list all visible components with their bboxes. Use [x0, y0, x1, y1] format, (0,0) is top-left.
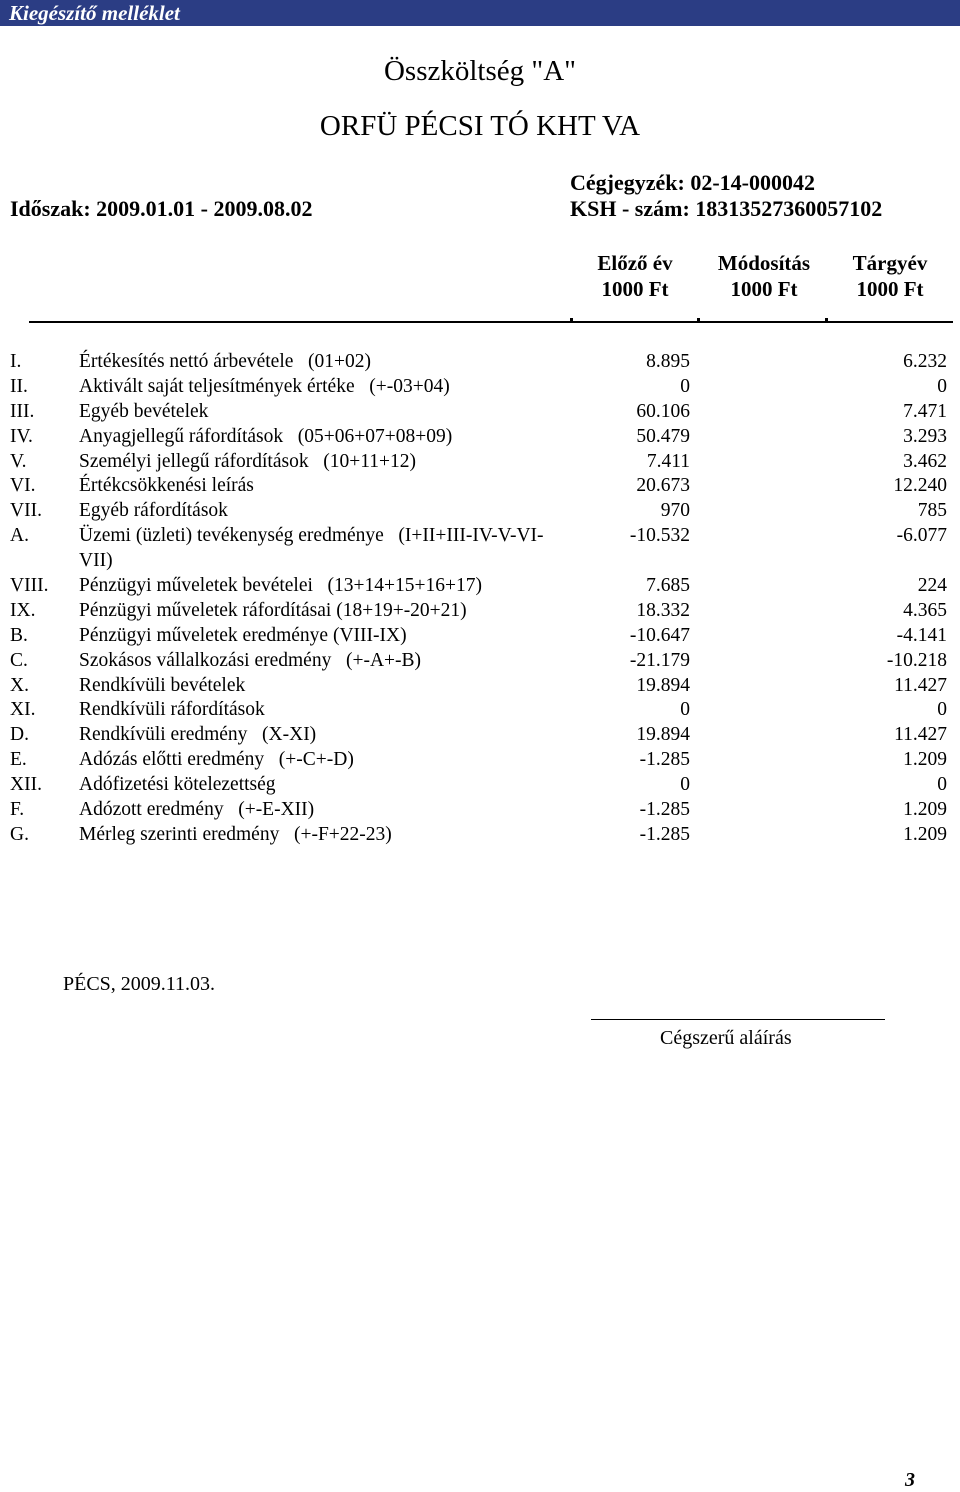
previous-year-value: -21.179: [629, 649, 690, 671]
row-label: Adózás előtti eredmény (+-C+-D): [79, 749, 354, 771]
company-registration: Cégjegyzék: 02-14-000042: [570, 170, 815, 195]
previous-year-value: 19.894: [636, 674, 690, 696]
row-label: Aktivált saját teljesítmények értéke (+-03+04): [79, 375, 450, 397]
table-row: [0, 624, 960, 649]
table-row: [0, 599, 960, 624]
table-row: [0, 748, 960, 773]
previous-year-value: 50.479: [636, 425, 690, 447]
table-row: [0, 574, 960, 599]
current-year-value: 11.427: [894, 724, 947, 746]
current-year-value: 1.209: [903, 799, 947, 821]
row-label: Értékcsökkenési leírás: [79, 475, 254, 497]
row-label: Személyi jellegű ráfordítások (10+11+12): [79, 450, 416, 472]
row-number: F.: [10, 799, 25, 821]
table-row: [0, 723, 960, 748]
row-label: Rendkívüli bevételek: [79, 674, 246, 696]
table-row: [0, 425, 960, 450]
row-label: Pénzügyi műveletek bevételei (13+14+15+16+17): [79, 575, 483, 597]
current-year-value: -10.218: [886, 649, 947, 671]
column-header-title: Előző év: [597, 251, 673, 275]
banner-title: Kiegészítő melléklet: [9, 1, 180, 25]
report-title: Összköltség "A": [383, 55, 577, 87]
current-year-value: 0: [937, 375, 947, 397]
row-label: Pénzügyi műveletek eredménye (VIII-IX): [79, 624, 407, 646]
place-date: PÉCS, 2009.11.03.: [63, 973, 216, 995]
table-row: [0, 499, 960, 524]
company-name: ORFÜ PÉCSI TÓ KHT VA: [319, 110, 641, 142]
row-label: Anyagjellegű ráfordítások (05+06+07+08+09): [79, 425, 453, 447]
row-number: VIII.: [10, 575, 49, 597]
table-row: [0, 375, 960, 400]
previous-year-value: -10.647: [629, 624, 690, 646]
row-number: I.: [10, 351, 22, 372]
row-number: II.: [10, 375, 28, 397]
signature-line: [591, 1019, 885, 1020]
current-year-value: 224: [917, 575, 947, 597]
previous-year-value: -10.532: [629, 525, 690, 547]
row-number: IX.: [10, 599, 36, 621]
column-header-unit: 1000 Ft: [730, 277, 798, 301]
row-number: XI.: [10, 699, 36, 721]
row-number: B.: [10, 624, 28, 646]
current-year-value: 11.427: [894, 674, 947, 696]
current-year-value: 7.471: [903, 400, 947, 422]
table-row: [0, 474, 960, 499]
header-rule: [29, 321, 953, 323]
column-divider-tick: [570, 318, 573, 323]
table-row: [0, 798, 960, 823]
previous-year-value: 970: [660, 500, 690, 522]
previous-year-value: -1.285: [639, 799, 690, 821]
previous-year-value: 8.895: [646, 351, 690, 372]
row-label: Adózott eredmény (+-E-XII): [79, 799, 315, 821]
row-label: Pénzügyi műveletek ráfordításai (18+19+-20+21): [79, 599, 467, 621]
previous-year-value: 0: [680, 774, 690, 796]
row-number: E.: [10, 749, 27, 771]
row-label: Egyéb bevételek: [79, 400, 209, 422]
row-number: A.: [10, 525, 29, 547]
previous-year-value: 0: [680, 699, 690, 721]
previous-year-value: 7.411: [646, 450, 690, 472]
row-label: Üzemi (üzleti) tevékenység eredménye (I+II+III-IV-V-VI-VII): [79, 525, 544, 572]
table-row: [0, 674, 960, 699]
row-number: D.: [10, 724, 29, 746]
previous-year-value: 0: [680, 375, 690, 397]
column-header-title: Tárgyév: [852, 251, 928, 275]
table-row: [0, 450, 960, 475]
previous-year-value: 60.106: [636, 400, 690, 422]
row-number: G.: [10, 823, 29, 845]
column-header-modification: [710, 250, 818, 302]
column-header-unit: 1000 Ft: [856, 277, 924, 301]
row-number: XII.: [10, 774, 42, 796]
income-statement-table: [0, 350, 960, 848]
table-row: [0, 400, 960, 425]
previous-year-value: 7.685: [646, 575, 690, 597]
column-divider-tick: [697, 318, 700, 323]
row-label: Egyéb ráfordítások: [79, 500, 228, 522]
row-label: Szokásos vállalkozási eredmény (+-A+-B): [79, 649, 422, 671]
current-year-value: 1.209: [903, 749, 947, 771]
column-header-current-year: [838, 250, 942, 302]
row-number: VI.: [10, 475, 36, 497]
row-number: C.: [10, 649, 28, 671]
current-year-value: -4.141: [896, 624, 947, 646]
current-year-value: 12.240: [893, 475, 947, 497]
current-year-value: 3.462: [903, 450, 947, 472]
signature-label: Cégszerű aláírás: [660, 1027, 792, 1049]
column-header-unit: 1000 Ft: [601, 277, 669, 301]
column-header-title: Módosítás: [717, 251, 811, 275]
table-row: [0, 649, 960, 674]
row-number: X.: [10, 674, 29, 696]
current-year-value: 3.293: [903, 425, 947, 447]
table-row: [0, 823, 960, 848]
row-label: Értékesítés nettó árbevétele (01+02): [79, 351, 372, 372]
previous-year-value: 18.332: [636, 599, 690, 621]
current-year-value: -6.077: [896, 525, 947, 547]
ksh-number: KSH - szám: 18313527360057102: [570, 196, 883, 221]
table-row: [0, 698, 960, 723]
previous-year-value: 20.673: [636, 475, 690, 497]
table-row: [0, 524, 960, 574]
column-divider-tick: [825, 318, 828, 323]
row-number: III.: [10, 400, 35, 422]
current-year-value: 0: [937, 699, 947, 721]
row-label: Rendkívüli ráfordítások: [79, 699, 265, 721]
current-year-value: 1.209: [903, 823, 947, 845]
previous-year-value: -1.285: [639, 823, 690, 845]
current-year-value: 6.232: [903, 351, 947, 372]
current-year-value: 4.365: [903, 599, 947, 621]
current-year-value: 0: [937, 774, 947, 796]
table-row: [0, 773, 960, 798]
row-number: VII.: [10, 500, 42, 522]
previous-year-value: -1.285: [639, 749, 690, 771]
row-label: Adófizetési kötelezettség: [79, 774, 276, 796]
row-number: IV.: [10, 425, 33, 447]
row-number: V.: [10, 450, 27, 472]
page-number: 3: [905, 1469, 915, 1491]
row-label: Rendkívüli eredmény (X-XI): [79, 724, 317, 746]
current-year-value: 785: [917, 500, 947, 522]
row-label: Mérleg szerinti eredmény (+-F+22-23): [79, 823, 392, 845]
period-label: Időszak: 2009.01.01 - 2009.08.02: [10, 196, 313, 221]
column-header-previous-year: [585, 250, 685, 302]
previous-year-value: 19.894: [636, 724, 690, 746]
table-row: [0, 350, 960, 375]
